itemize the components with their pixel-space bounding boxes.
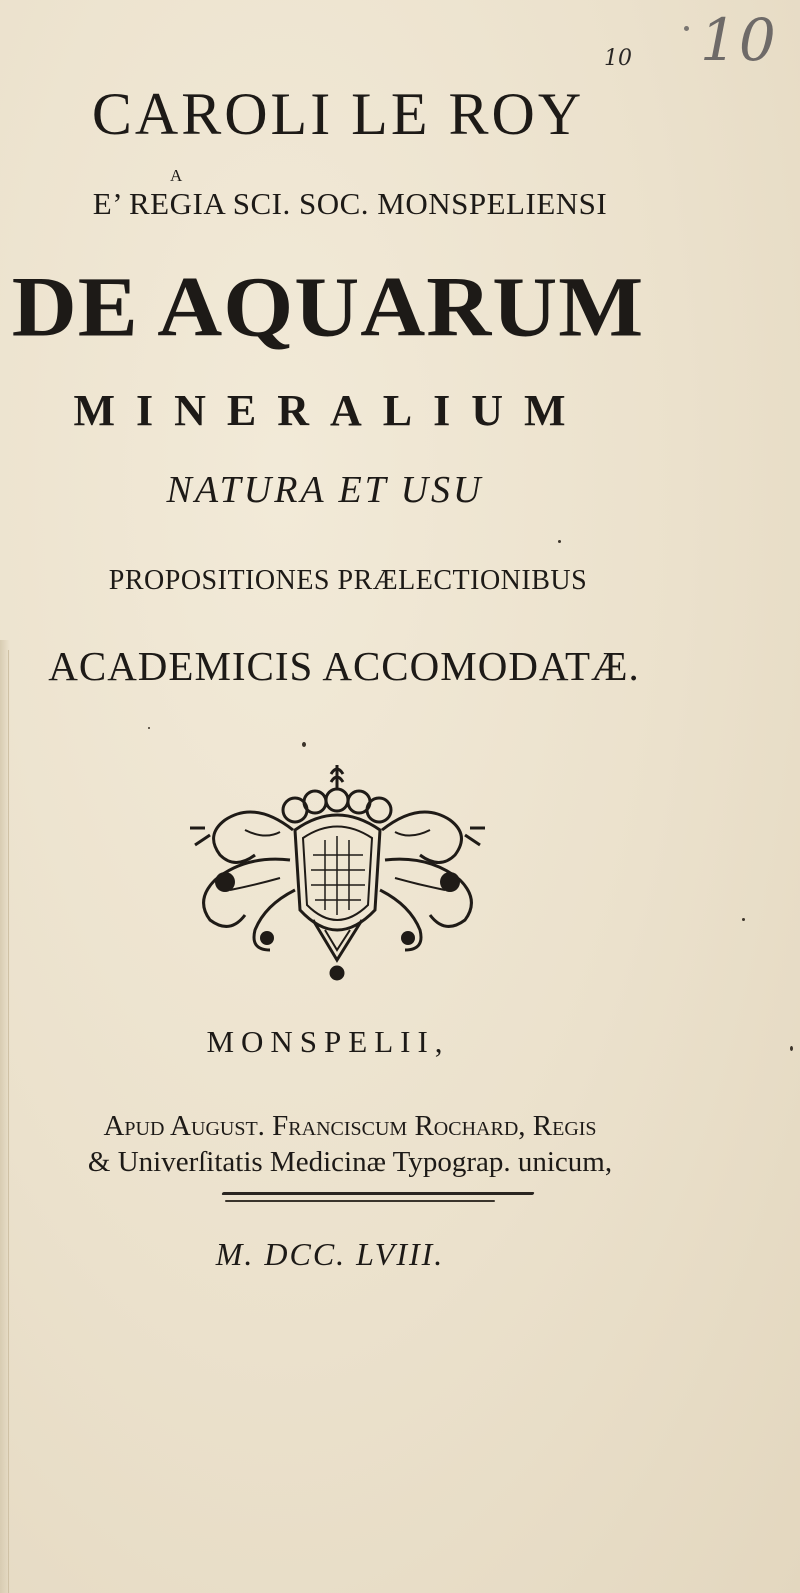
handwritten-page-number: 10	[604, 46, 632, 71]
foxing-speck	[790, 1046, 793, 1051]
decorative-rule-lower	[225, 1200, 495, 1202]
title-line-1: DE AQUARUM	[11, 260, 645, 355]
title-line-2: MINERALIUM	[73, 386, 587, 435]
decorative-rule-upper	[221, 1192, 534, 1195]
imprint-place: MONSPELII,	[206, 1024, 450, 1059]
foxing-speck	[302, 742, 306, 747]
imprint-line-1: Apud August. Franciscum Rochard, Regis	[103, 1110, 597, 1142]
title-line-3: NATURA ET USU	[166, 469, 484, 511]
subtitle-line-2: ACADEMICIS ACCOMODATÆ.	[48, 643, 640, 689]
foxing-speck	[742, 918, 745, 921]
author-name: CAROLI LE ROY	[91, 81, 585, 147]
pencil-dot	[684, 26, 689, 31]
foxing-speck	[558, 540, 561, 543]
imprint-line-2: & Univerſitatis Medicinæ Typograp. unicum,	[87, 1146, 613, 1178]
publication-date: M. DCC. LVIII.	[215, 1236, 445, 1272]
printers-ornament-icon	[185, 760, 490, 990]
handwritten-corner-mark: 10	[700, 6, 778, 74]
affiliation-accent: A	[170, 166, 183, 185]
foxing-speck	[148, 727, 150, 729]
subtitle-line-1: PROPOSITIONES PRÆLECTIONIBUS	[108, 565, 588, 596]
affiliation: E’ REGIA SCI. SOC. MONSPELIENSI	[92, 186, 608, 221]
